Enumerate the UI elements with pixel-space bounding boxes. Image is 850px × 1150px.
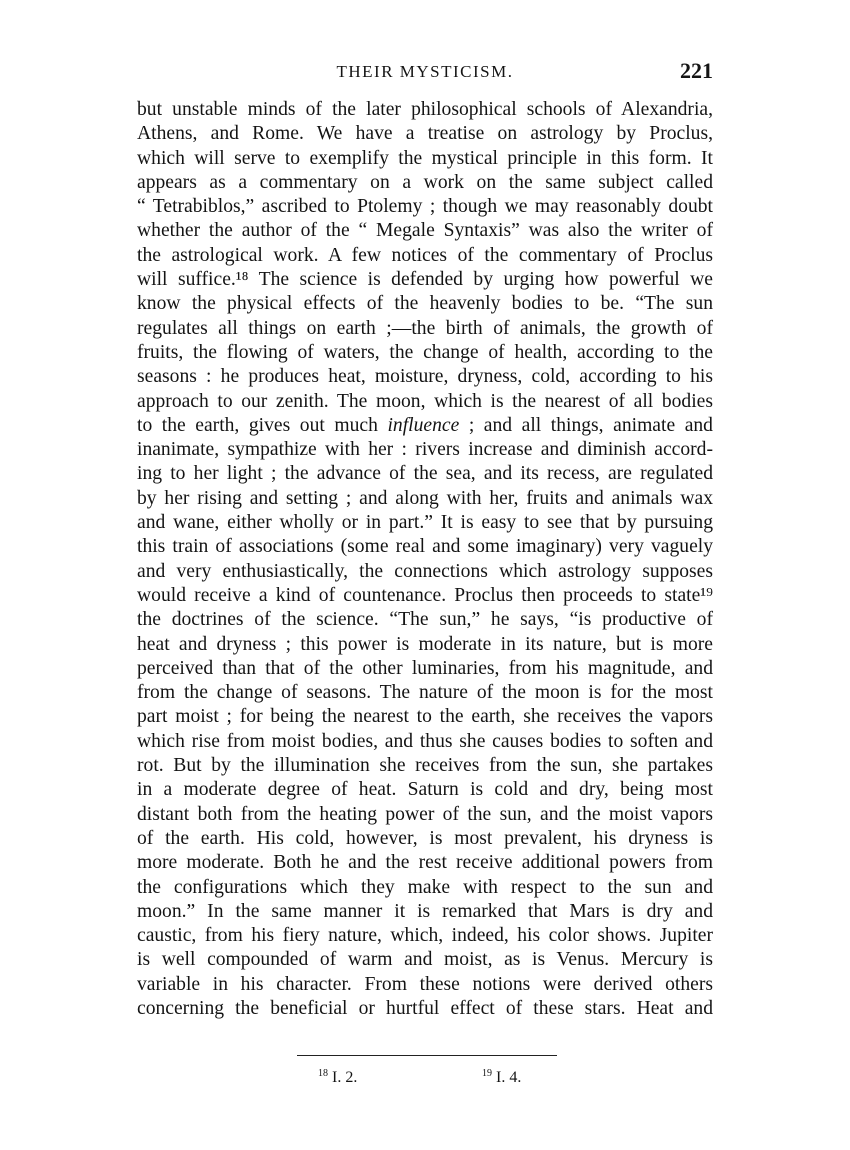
text-line: to the earth, gives out much influence ; and all things, animate and bbox=[137, 414, 713, 436]
text-line: regulates all things on earth ;—the birth of animals, the growth of bbox=[137, 317, 713, 339]
text-line: the configurations which they make with respect to the sun and bbox=[137, 876, 713, 898]
footnote-text: I. 4. bbox=[496, 1069, 522, 1086]
footnote-marker: 18 bbox=[318, 1068, 328, 1079]
footnote-rule bbox=[297, 1055, 557, 1056]
text-line: caustic, from his fiery nature, which, indeed, his color shows. Jupiter bbox=[137, 925, 713, 947]
text-line: ing to her light ; the advance of the sea, and its recess, are regulated bbox=[137, 463, 713, 485]
text-line: distant both from the heating power of the sun, and the moist vapors bbox=[137, 803, 713, 825]
text-line: know the physical effects of the heavenly bodies to be. “The sun bbox=[137, 293, 713, 315]
text-line: concerning the beneficial or hurtful effect of these stars. Heat and bbox=[137, 997, 713, 1019]
text-line: which will serve to exemplify the mystical principle in this form. It bbox=[137, 147, 713, 169]
body-text bbox=[137, 98, 713, 1021]
text-line: but unstable minds of the later philosophical schools of Alexandria, bbox=[137, 99, 713, 120]
footnote-marker: 19 bbox=[482, 1068, 492, 1079]
text-line: will suffice.¹⁸ The science is defended by urging how powerful we bbox=[137, 269, 713, 291]
text-line: inanimate, sympathize with her : rivers increase and diminish accord- bbox=[137, 439, 713, 461]
text-line: which rise from moist bodies, and thus she causes bodies to soften and bbox=[137, 730, 713, 752]
footnote-18 bbox=[318, 1068, 357, 1087]
text-line: fruits, the flowing of waters, the change of health, according to the bbox=[137, 341, 713, 363]
footnotes bbox=[300, 1068, 560, 1092]
text-line: and wane, either wholly or in part.” It is easy to see that by pursuing bbox=[137, 512, 713, 534]
text-line: more moderate. Both he and the rest receive additional powers from bbox=[137, 852, 713, 874]
text-line: moon.” In the same manner it is remarked that Mars is dry and bbox=[137, 900, 713, 922]
footnote-text: I. 2. bbox=[332, 1069, 358, 1086]
text-line: in a moderate degree of heat. Saturn is cold and dry, being most bbox=[137, 779, 713, 801]
text-line: by her rising and setting ; and along with her, fruits and animals wax bbox=[137, 487, 713, 509]
text-line: and very enthusiastically, the connections which astrology supposes bbox=[137, 560, 713, 582]
text-line: seasons : he produces heat, moisture, dryness, cold, according to his bbox=[137, 366, 713, 388]
text-line: approach to our zenith. The moon, which is the nearest of all bodies bbox=[137, 390, 713, 412]
text-line: would receive a kind of countenance. Proclus then proceeds to state¹⁹ bbox=[137, 584, 713, 606]
text-line: variable in his character. From these notions were derived others bbox=[137, 973, 713, 995]
footnote-19 bbox=[482, 1068, 521, 1087]
text-line: is well compounded of warm and moist, as is Venus. Mercury is bbox=[137, 949, 713, 971]
italic-word: influence bbox=[387, 414, 460, 436]
text-line: part moist ; for being the nearest to the earth, she receives the vapors bbox=[137, 706, 713, 728]
text-line: rot. But by the illumination she receives from the sun, she partakes bbox=[137, 755, 713, 777]
text-line: “ Tetrabiblos,” ascribed to Ptolemy ; though we may reasonably doubt bbox=[137, 196, 713, 218]
text-line: from the change of seasons. The nature of the moon is for the most bbox=[137, 682, 713, 704]
page-number: 221 bbox=[680, 58, 713, 83]
text-line: whether the author of the “ Megale Syntaxis” was also the writer of bbox=[137, 220, 713, 242]
text-line: the doctrines of the science. “The sun,” he says, “is productive of bbox=[137, 609, 713, 631]
text-line: appears as a commentary on a work on the same subject called bbox=[137, 171, 713, 193]
text-line: Athens, and Rome. We have a treatise on astrology by Proclus, bbox=[137, 123, 713, 145]
text-line: this train of associations (some real and some imaginary) very vaguely bbox=[137, 536, 713, 558]
text-line: the astrological work. A few notices of the commentary of Proclus bbox=[137, 244, 713, 266]
page-header bbox=[137, 58, 713, 92]
text-line: of the earth. His cold, however, is most prevalent, his dryness is bbox=[137, 827, 713, 849]
text-line: perceived than that of the other luminaries, from his magnitude, and bbox=[137, 657, 713, 679]
text-line: heat and dryness ; this power is moderate in its nature, but is more bbox=[137, 633, 713, 655]
running-head: THEIR MYSTICISM. bbox=[336, 62, 514, 81]
